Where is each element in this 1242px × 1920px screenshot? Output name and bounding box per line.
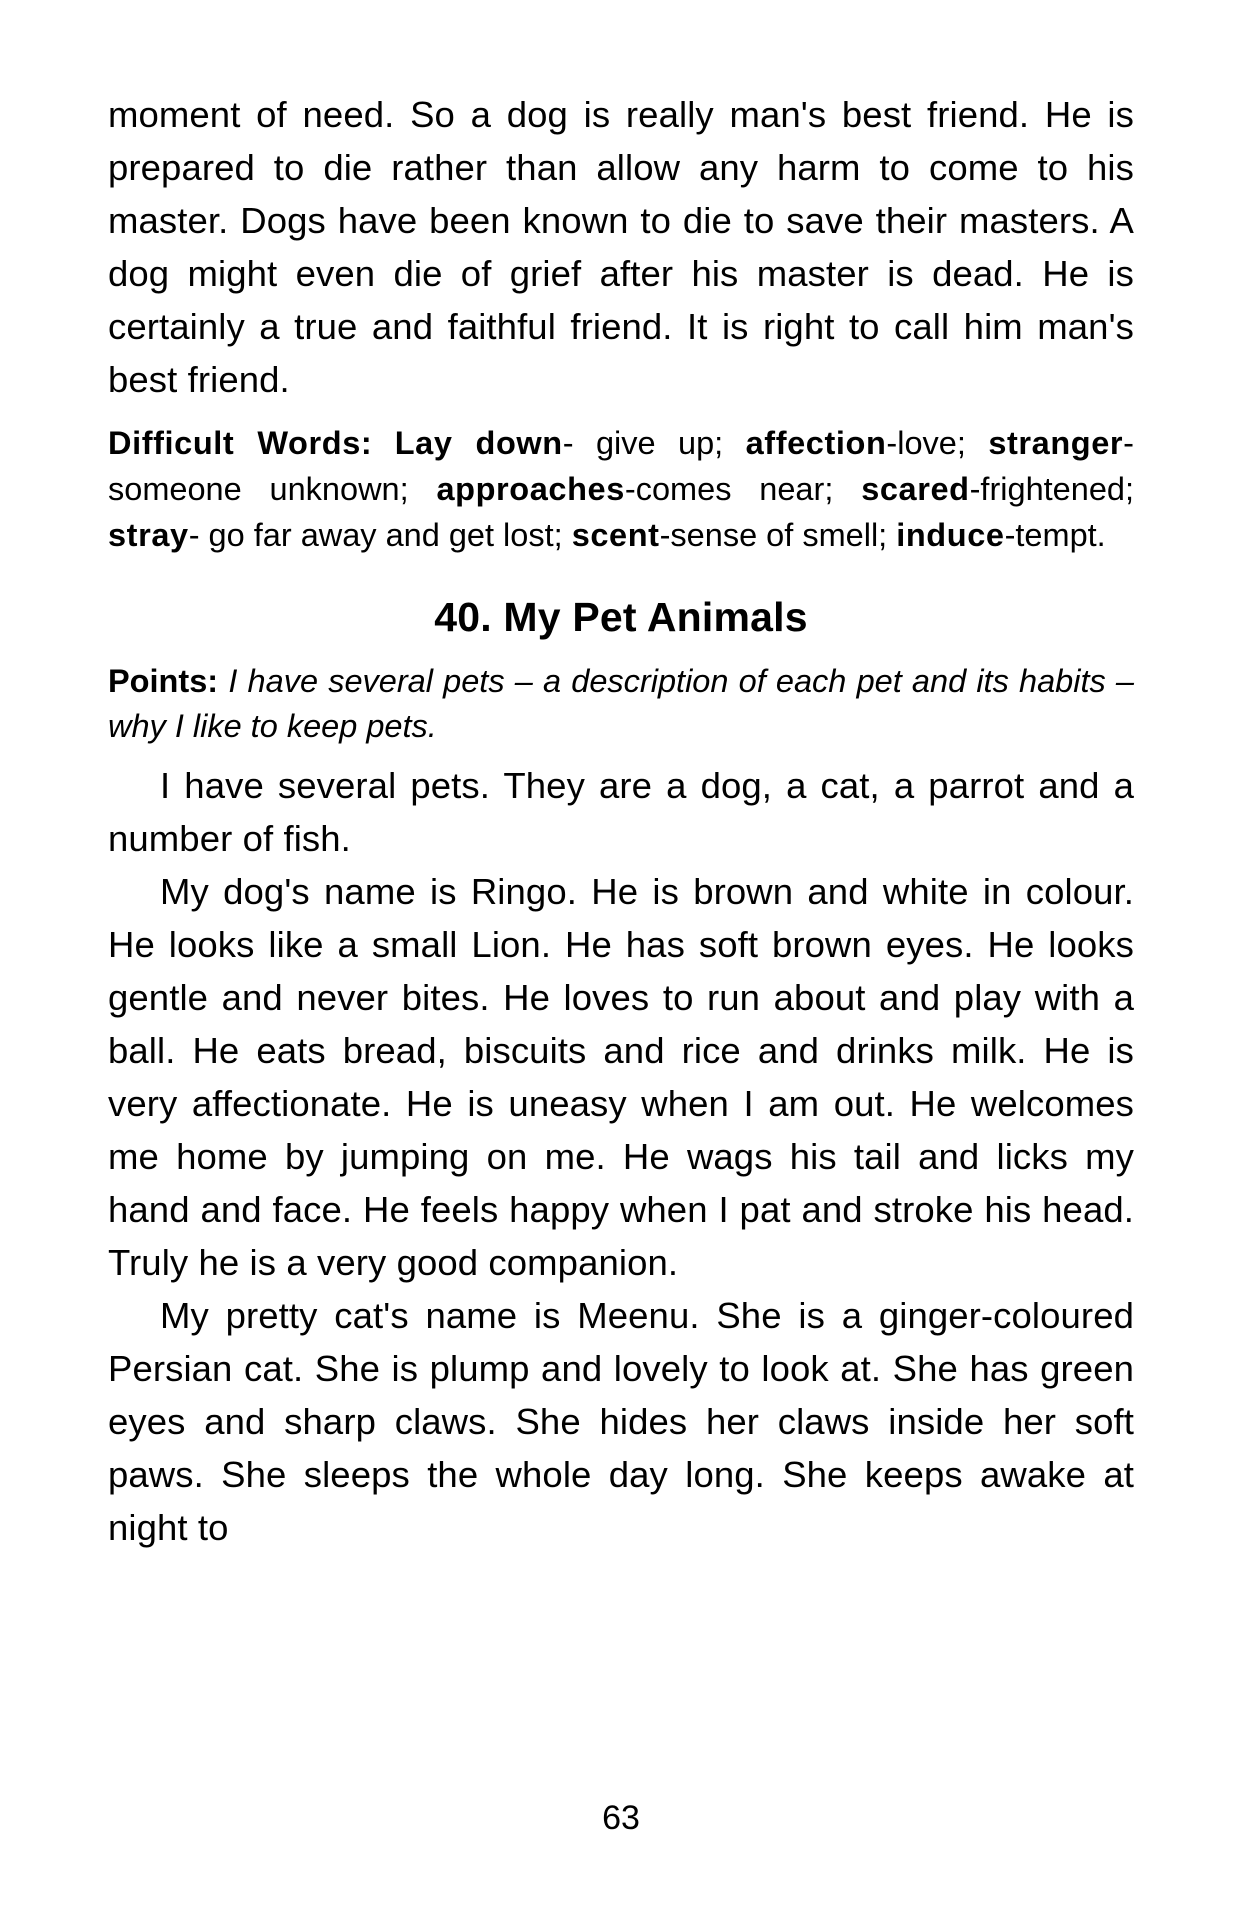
difficult-meaning-3: -comes near; bbox=[624, 471, 862, 507]
difficult-term-2: stranger bbox=[988, 425, 1124, 461]
paragraph-2: My dog's name is Ringo. He is brown and white in colour. He looks like a small Lion. He has soft brown eyes. He looks gentle and never bites. He loves to run about and play with a ball. He eats bread, biscuits and rice and drinks milk. He is very affectionate. He is uneasy when I am out. He welcomes me home by jumping on me. He wags his tail and licks my hand and face. He feels happy when I pat and stroke his head. Truly he is a very good companion. bbox=[108, 871, 1134, 1283]
difficult-term-7: induce bbox=[896, 517, 1005, 553]
difficult-term-6: scent bbox=[571, 517, 660, 553]
difficult-words-label: Difficult Words: bbox=[108, 425, 373, 461]
page-number: 63 bbox=[602, 1799, 640, 1837]
section-title: 40. My Pet Animals bbox=[434, 594, 808, 640]
difficult-meaning-5: - go far away and get lost; bbox=[188, 517, 572, 553]
difficult-meaning-1: -love; bbox=[886, 425, 989, 461]
difficult-term-0: Lay down bbox=[394, 425, 563, 461]
paragraph-continued: moment of need. So a dog is really man's best friend. He is prepared to die rather than allow any harm to come to his master. Dogs have been known to die to save their masters. A dog might even die of grief after his master is dead. He is certainly a true and faithful friend. It is right to call him man's best friend. bbox=[108, 94, 1134, 400]
difficult-meaning-7: -tempt. bbox=[1004, 517, 1106, 553]
difficult-words-block bbox=[108, 420, 1134, 558]
difficult-term-5: stray bbox=[108, 517, 189, 553]
difficult-term-4: scared bbox=[861, 471, 970, 507]
points-label: Points: bbox=[108, 663, 219, 699]
paragraph-1: I have several pets. They are a dog, a cat, a parrot and a number of fish. bbox=[108, 765, 1134, 859]
points-text: I have several pets – a description of each pet and its habits – why I like to keep pets. bbox=[108, 663, 1135, 744]
points-block bbox=[108, 659, 1134, 749]
difficult-term-3: approaches bbox=[436, 471, 625, 507]
difficult-meaning-4: -frightened; bbox=[969, 471, 1134, 507]
paragraph-3: My pretty cat's name is Meenu. She is a ginger-coloured Persian cat. She is plump and lovely to look at. She has green eyes and sharp claws. She hides her claws inside her soft paws. She sleeps the whole day long. She keeps awake at night to bbox=[108, 1295, 1134, 1548]
difficult-meaning-6: -sense of smell; bbox=[659, 517, 897, 553]
difficult-meaning-2: -someone unknown; bbox=[108, 425, 1134, 507]
difficult-meaning-0: - give up; bbox=[562, 425, 746, 461]
difficult-term-1: affection bbox=[745, 425, 887, 461]
